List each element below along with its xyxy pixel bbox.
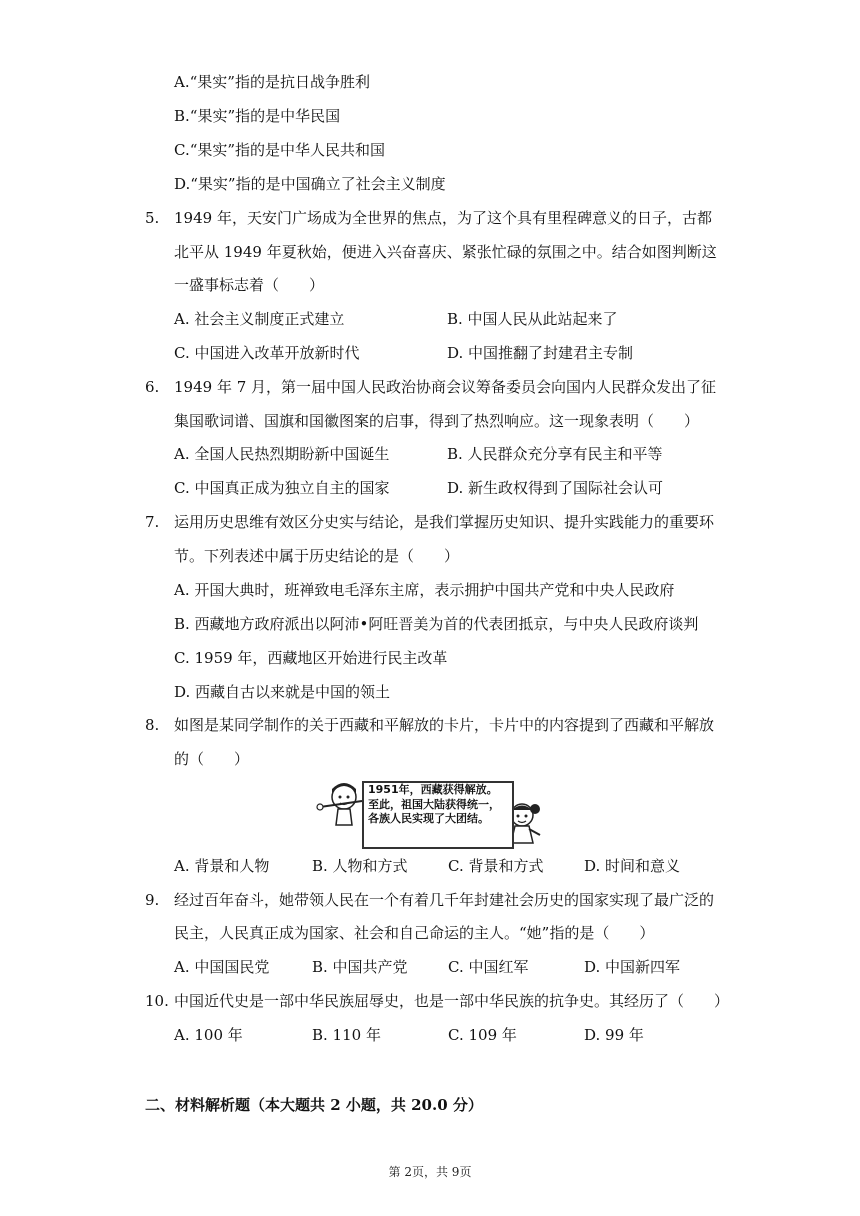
q9-option-c: C. 中国红军 [448,958,529,976]
q8-option-d: D. 时间和意义 [584,857,681,875]
q6-stem-line: 集国歌词谱、国旗和国徽图案的启事，得到了热烈响应。这一现象表明（ ） [174,412,700,430]
q7-stem-line: 运用历史思维有效区分史实与结论，是我们掌握历史知识、提升实践能力的重要环 [174,513,715,531]
q8-option-a: A. 背景和人物 [174,857,270,875]
q7-option-a: A. 开国大典时，班禅致电毛泽东主席，表示拥护中国共产党和中央人民政府 [174,581,675,599]
card-text: 1951年，西藏获得解放。至此，祖国大陆获得统一，各族人民实现了大团结。 [368,783,500,825]
q10-option-b: B. 110 年 [312,1026,381,1044]
q4-option-a: A.“果实”指的是抗日战争胜利 [174,73,370,91]
q10-number: 10. [145,992,169,1010]
page-footer: 第 2页，共 9页 [388,1165,472,1179]
q7-option-b: B. 西藏地方政府派出以阿沛•阿旺晋美为首的代表团抵京，与中央人民政府谈判 [174,615,699,633]
q10-option-a: A. 100 年 [174,1026,243,1044]
q10-stem-line: 中国近代史是一部中华民族屈辱史，也是一部中华民族的抗争史。其经历了（ ） [174,992,730,1010]
q9-stem-line: 民主，人民真正成为国家、社会和自己命运的主人。“她”指的是（ ） [174,924,655,942]
q5-option-a: A. 社会主义制度正式建立 [174,310,345,328]
q5-option-b: B. 中国人民从此站起来了 [447,310,618,328]
q6-number: 6. [145,378,160,396]
q10-option-d: D. 99 年 [584,1026,644,1044]
q6-option-b: B. 人民群众充分享有民主和平等 [447,445,663,463]
q4-option-b: B.“果实”指的是中华民国 [174,107,341,125]
q10-option-c: C. 109 年 [448,1026,517,1044]
q9-option-d: D. 中国新四军 [584,958,681,976]
q6-stem-line: 1949 年 7 月，第一届中国人民政治协商会议筹备委员会向国内人民群众发出了征 [174,378,717,396]
q9-option-a: A. 中国国民党 [174,958,270,976]
q4-option-d: D.“果实”指的是中国确立了社会主义制度 [174,175,446,193]
q9-stem-line: 经过百年奋斗，她带领人民在一个有着几千年封建社会历史的国家实现了最广泛的 [174,891,715,909]
q5-number: 5. [145,209,160,227]
q5-stem-line: 一盛事标志着（ ） [174,276,325,294]
q5-stem-line: 1949 年，天安门广场成为全世界的焦点，为了这个具有里程碑意义的日子，古都 [174,209,712,227]
section-heading: 二、材料解析题（本大题共 2 小题，共 20.0 分） [145,1096,483,1114]
q5-option-d: D. 中国推翻了封建君主专制 [447,344,634,362]
tibet-card-figure [316,779,546,849]
q7-option-c: C. 1959 年，西藏地区开始进行民主改革 [174,649,448,667]
q9-option-b: B. 中国共产党 [312,958,408,976]
q5-stem-line: 北平从 1949 年夏秋始，便进入兴奋喜庆、紧张忙碌的氛围之中。结合如图判断这 [174,243,717,261]
q7-stem-line: 节。下列表述中属于历史结论的是（ ） [174,547,460,565]
q7-number: 7. [145,513,160,531]
q6-option-c: C. 中国真正成为独立自主的国家 [174,479,390,497]
q8-stem-line: 的（ ） [174,750,250,768]
q6-option-d: D. 新生政权得到了国际社会认可 [447,479,664,497]
q8-number: 8. [145,716,160,734]
q8-option-b: B. 人物和方式 [312,857,408,875]
q8-option-c: C. 背景和方式 [448,857,544,875]
q6-option-a: A. 全国人民热烈期盼新中国诞生 [174,445,390,463]
q7-option-d: D. 西藏自古以来就是中国的领土 [174,683,391,701]
q4-option-c: C.“果实”指的是中华人民共和国 [174,141,386,159]
q5-option-c: C. 中国进入改革开放新时代 [174,344,360,362]
q9-number: 9. [145,891,160,909]
q8-stem-line: 如图是某同学制作的关于西藏和平解放的卡片，卡片中的内容提到了西藏和平解放 [174,716,715,734]
